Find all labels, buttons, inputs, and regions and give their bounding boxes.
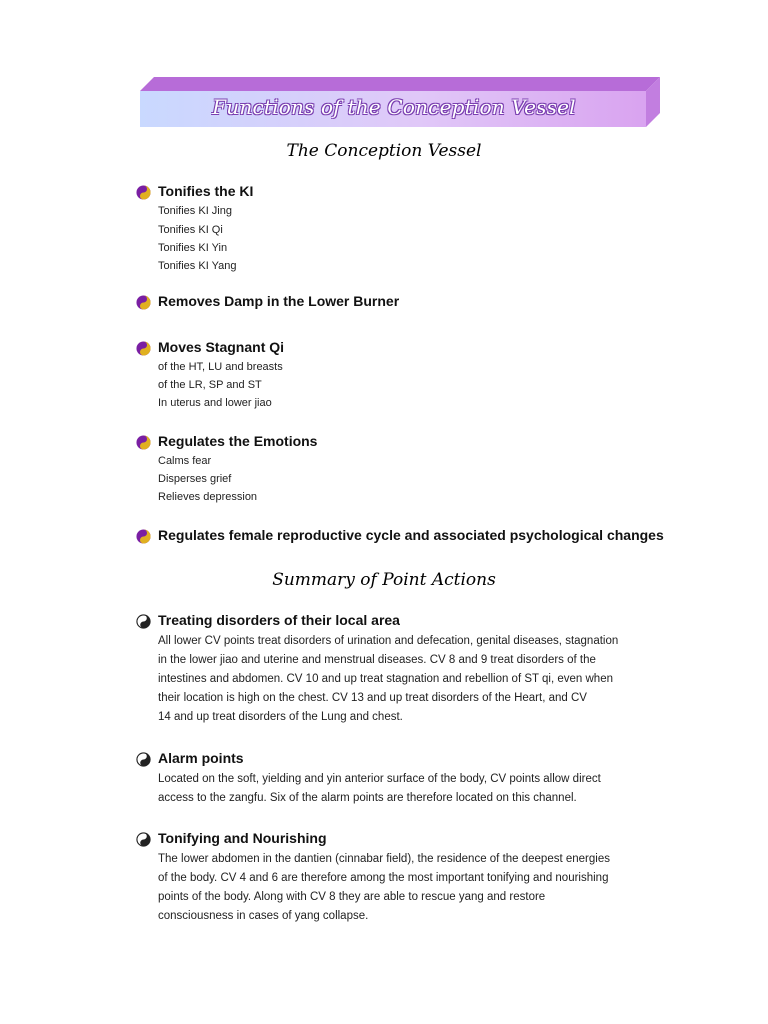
section-title-conception-vessel: The Conception Vessel	[286, 141, 482, 161]
item-line: Tonifies KI Yin	[158, 242, 228, 254]
paragraph-line: Located on the soft, yielding and yin anterior surface of the body, CV points allow direct	[158, 773, 601, 785]
paragraph-line: points of the body. Along with CV 8 they are able to rescue yang and restore	[158, 891, 546, 903]
paragraph-line: 14 and up treat disorders of the Lung and chest.	[158, 711, 403, 723]
item-line: Tonifies KI Qi	[158, 224, 223, 236]
yin-yang-bullet-icon	[136, 752, 151, 767]
yin-yang-bullet-icon	[136, 185, 151, 200]
paragraph-line: intestines and abdomen. CV 10 and up treat stagnation and rebellion of ST qi, even when	[158, 673, 613, 685]
title-banner	[140, 75, 660, 127]
item-paragraph	[158, 770, 638, 808]
item-paragraph	[158, 632, 638, 727]
paragraph-line: consciousness in cases of yang collapse.	[158, 910, 369, 922]
item-line: Tonifies KI Yang	[158, 260, 237, 272]
item-heading: Treating disorders of their local area	[158, 612, 400, 628]
item-line: Relieves depression	[158, 491, 258, 503]
yin-yang-bullet-icon	[136, 341, 151, 356]
item-heading: Regulates the Emotions	[158, 433, 318, 449]
paragraph-line: All lower CV points treat disorders of urination and defecation, genital diseases, stagnation	[158, 635, 619, 647]
item-heading: Removes Damp in the Lower Burner	[158, 293, 400, 309]
paragraph-line: in the lower jiao and uterine and menstrual diseases. CV 8 and 9 treat disorders of the	[158, 654, 596, 666]
yin-yang-bullet-icon	[136, 435, 151, 450]
item-heading: Regulates female reproductive cycle and associated psychological changes	[158, 527, 664, 543]
banner-title: Functions of the Conception Vessel	[212, 95, 576, 119]
paragraph-line: of the body. CV 4 and 6 are therefore among the most important tonifying and nourishing	[158, 872, 609, 884]
item-line: of the HT, LU and breasts	[158, 361, 283, 373]
paragraph-line: their location is high on the chest. CV 13 and up treat disorders of the Heart, and CV	[158, 692, 587, 704]
item-paragraph	[158, 850, 638, 926]
item-heading: Tonifies the KI	[158, 183, 254, 199]
yin-yang-bullet-icon	[136, 295, 151, 310]
yin-yang-bullet-icon	[136, 529, 151, 544]
item-line: Tonifies KI Jing	[158, 205, 232, 217]
item-heading: Tonifying and Nourishing	[158, 830, 327, 846]
item-heading: Moves Stagnant Qi	[158, 339, 285, 355]
item-line: Disperses grief	[158, 473, 232, 485]
yin-yang-bullet-icon	[136, 614, 151, 629]
item-line: In uterus and lower jiao	[158, 397, 272, 409]
section-title-summary: Summary of Point Actions	[272, 570, 496, 590]
item-line: Calms fear	[158, 455, 212, 467]
paragraph-line: The lower abdomen in the dantien (cinnabar field), the residence of the deepest energies	[158, 853, 610, 865]
item-heading: Alarm points	[158, 750, 244, 766]
paragraph-line: access to the zangfu. Six of the alarm points are therefore located on this channel.	[158, 792, 577, 804]
item-line: of the LR, SP and ST	[158, 379, 262, 391]
yin-yang-bullet-icon	[136, 832, 151, 847]
